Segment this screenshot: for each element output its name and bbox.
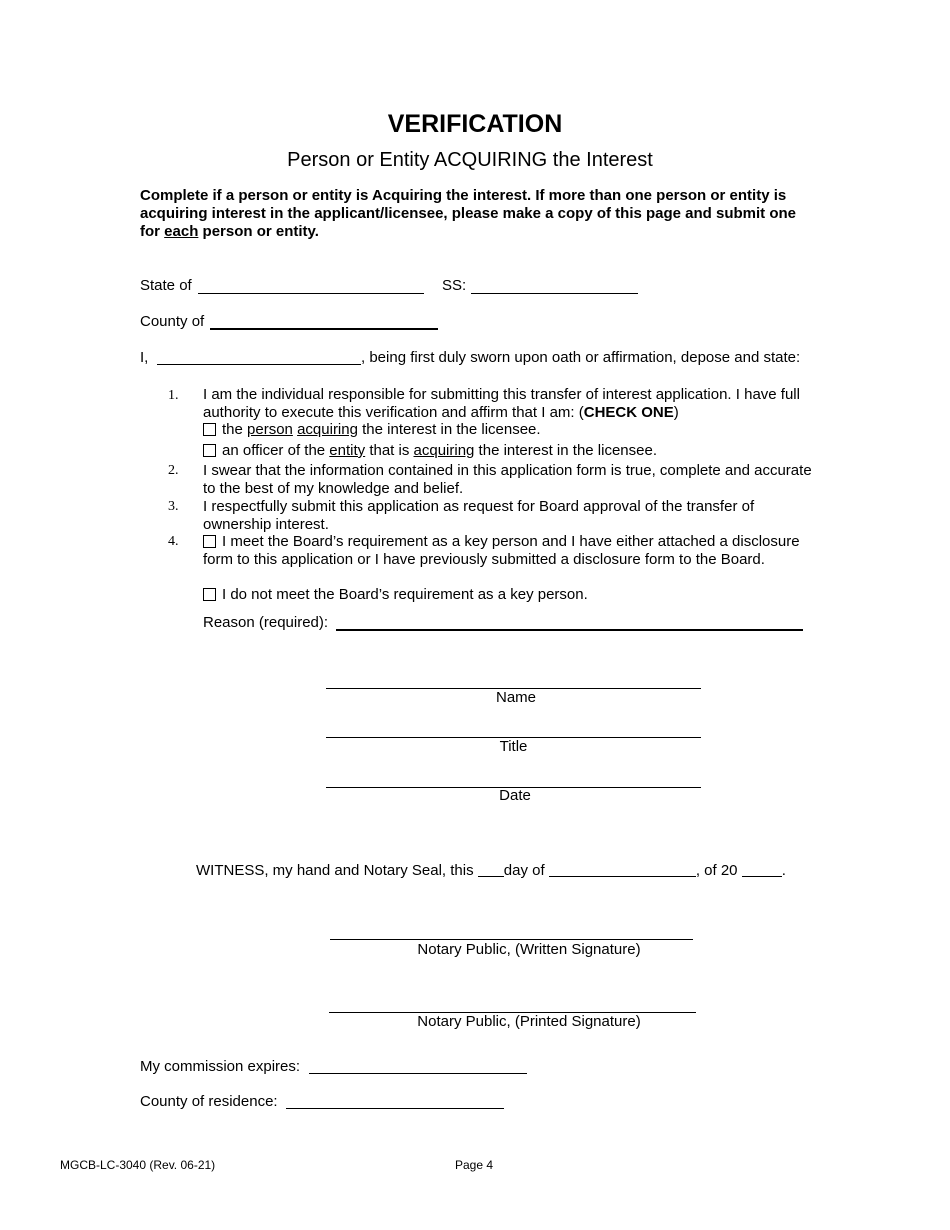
check-one-label: CHECK ONE <box>583 403 674 421</box>
item-3-text: I respectfully submit this application as request for Board approval of the transfer of ownership interest. <box>203 498 755 533</box>
item-2-text: I swear that the information contained in this application form is true, complete and accurate to the best of my knowledge and belief. <box>203 462 812 497</box>
item-1-text <box>203 386 823 421</box>
option-person-pre: the <box>222 421 248 438</box>
notary-written-line[interactable] <box>330 939 693 940</box>
state-label: State of <box>140 277 192 294</box>
i-label: I, <box>140 349 149 366</box>
instructions-part1: Complete if a person or entity is Acquiring the interest. If more than one person or entity is acquiring interest in the applicant/licensee, please make a copy of this page and submit one for <box>140 187 797 240</box>
ss-field[interactable] <box>471 293 638 294</box>
notary-written-label: Notary Public, (Written Signature) <box>417 941 641 958</box>
state-field[interactable] <box>198 293 424 294</box>
item-1-close: ) <box>673 403 679 421</box>
date-label: Date <box>499 787 531 804</box>
option-entity-u2: acquiring <box>413 442 475 459</box>
county-label: County of <box>140 313 205 330</box>
page-number: Page 4 <box>455 1158 494 1172</box>
not-key-person-checkbox[interactable] <box>203 588 216 601</box>
witness-part3: , of 20 <box>695 862 742 879</box>
option-entity-row <box>203 442 657 459</box>
item-4b-row <box>203 586 588 603</box>
county-residence-label: County of residence: <box>140 1093 278 1110</box>
form-id: MGCB-LC-3040 (Rev. 06-21) <box>60 1158 216 1172</box>
reason-label: Reason (required): <box>203 614 329 631</box>
page-title: VERIFICATION <box>387 110 563 138</box>
county-field[interactable] <box>210 328 438 330</box>
option-entity-u1: entity <box>329 442 366 459</box>
name-label: Name <box>495 689 536 706</box>
instructions <box>140 187 820 241</box>
sworn-statement: , being first duly sworn upon oath or affirmation, depose and state: <box>361 349 801 366</box>
item-1-body: I am the individual responsible for submitting this transfer of interest application. I have full authority to execute this verification and affirm that I am: ( <box>203 386 800 421</box>
item-number-2: 2. <box>168 463 179 478</box>
witness-year-field[interactable] <box>742 862 782 877</box>
option-person-u1: person <box>247 421 293 438</box>
commission-field[interactable] <box>309 1073 527 1074</box>
item-4a-text: I meet the Board’s requirement as a key person and I have either attached a disclosure form to this application or I have previously submitted a disclosure form to the Board. <box>203 533 800 568</box>
key-person-checkbox[interactable] <box>203 535 216 548</box>
option-entity-pre: an officer of the <box>222 442 330 459</box>
ss-label: SS: <box>442 277 467 294</box>
entity-checkbox[interactable] <box>203 444 216 457</box>
witness-day-field[interactable] <box>478 862 504 877</box>
item-number-1: 1. <box>168 388 179 403</box>
witness-month-field[interactable] <box>549 862 696 877</box>
witness-part2: day of <box>503 862 549 879</box>
option-person-row <box>203 421 541 438</box>
item-4a-row <box>203 533 823 568</box>
title-label: Title <box>499 738 528 755</box>
witness-statement <box>196 862 786 879</box>
option-person-post: the interest in the licensee. <box>357 421 541 438</box>
county-residence-field[interactable] <box>286 1108 504 1109</box>
person-checkbox[interactable] <box>203 423 216 436</box>
page-subtitle: Person or Entity ACQUIRING the Interest <box>287 149 653 171</box>
notary-printed-label: Notary Public, (Printed Signature) <box>417 1013 641 1030</box>
item-number-4: 4. <box>168 534 179 549</box>
commission-label: My commission expires: <box>140 1058 301 1075</box>
witness-part4: . <box>781 862 786 879</box>
name-field[interactable] <box>157 364 361 365</box>
option-entity-post: the interest in the licensee. <box>474 442 657 459</box>
option-person-u2: acquiring <box>297 421 358 438</box>
instructions-emphasis: each <box>164 223 199 240</box>
option-entity-mid: that is <box>365 442 414 459</box>
item-number-3: 3. <box>168 499 179 514</box>
reason-field[interactable] <box>336 629 803 631</box>
instructions-part2: person or entity. <box>198 223 319 240</box>
witness-part1: WITNESS, my hand and Notary Seal, this <box>196 862 478 879</box>
item-4b-text: I do not meet the Board’s requirement as a key person. <box>222 586 588 603</box>
